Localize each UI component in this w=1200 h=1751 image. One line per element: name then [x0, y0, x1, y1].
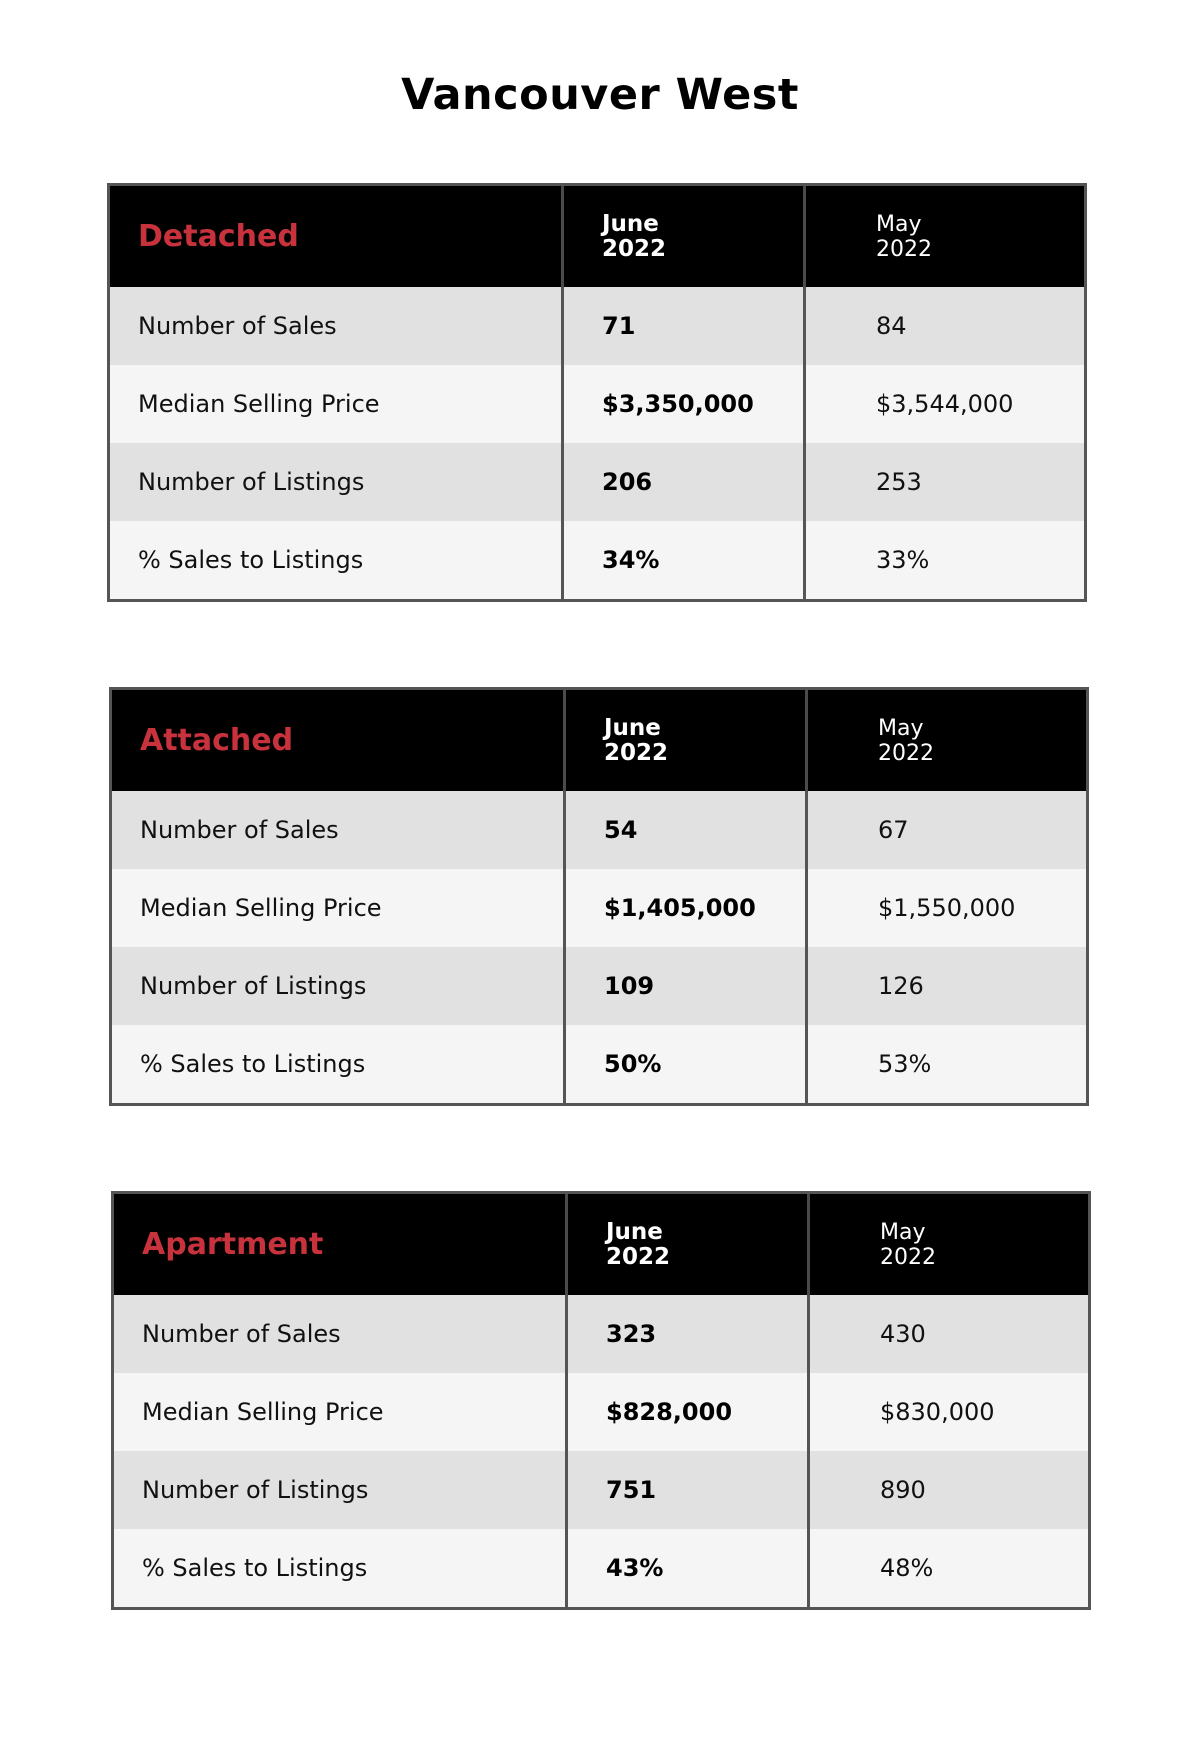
table-row — [112, 791, 1086, 869]
period-month: June — [604, 714, 661, 741]
period-month: May — [876, 211, 922, 237]
table-row — [112, 1025, 1086, 1103]
detached-table — [107, 183, 1087, 602]
category-label: Attached — [140, 723, 294, 758]
previous-period-header — [876, 212, 932, 262]
current-period-header — [604, 716, 668, 766]
period-month: June — [602, 210, 659, 237]
metric-label: Number of Sales — [140, 816, 339, 844]
current-period-header — [606, 1220, 670, 1270]
period-year: 2022 — [606, 1243, 671, 1270]
june-value: 71 — [602, 312, 636, 340]
may-value: 48% — [880, 1554, 934, 1582]
period-month: June — [606, 1218, 663, 1245]
may-value: 84 — [876, 312, 907, 340]
metric-label: Median Selling Price — [138, 390, 380, 418]
period-month: May — [880, 1219, 926, 1245]
table-header-row — [114, 1194, 1088, 1295]
june-value: 109 — [604, 972, 655, 1000]
june-value: 34% — [602, 546, 660, 574]
june-value: 206 — [602, 468, 653, 496]
may-value: 33% — [876, 546, 930, 574]
previous-period-header — [880, 1220, 936, 1270]
june-value: 50% — [604, 1050, 662, 1078]
may-value: 430 — [880, 1320, 926, 1348]
table-row — [114, 1373, 1088, 1451]
table-row — [114, 1529, 1088, 1607]
may-value: 53% — [878, 1050, 932, 1078]
may-value: 253 — [876, 468, 922, 496]
period-year: 2022 — [876, 236, 932, 262]
june-value: 43% — [606, 1554, 664, 1582]
table-row — [112, 947, 1086, 1025]
table-row — [110, 287, 1084, 365]
period-month: May — [878, 715, 924, 741]
apartment-table — [111, 1191, 1091, 1610]
metric-label: Number of Listings — [142, 1476, 369, 1504]
attached-table — [109, 687, 1089, 1106]
metric-label: % Sales to Listings — [140, 1050, 366, 1078]
june-value: $3,350,000 — [602, 390, 754, 418]
metric-label: Median Selling Price — [142, 1398, 384, 1426]
may-value: 67 — [878, 816, 909, 844]
page-title: Vancouver West — [401, 70, 799, 120]
metric-label: Median Selling Price — [140, 894, 382, 922]
category-label: Apartment — [142, 1227, 324, 1262]
table-row — [114, 1295, 1088, 1373]
period-year: 2022 — [880, 1244, 936, 1270]
current-period-header — [602, 212, 666, 262]
june-value: $1,405,000 — [604, 894, 756, 922]
period-year: 2022 — [604, 739, 669, 766]
table-row — [110, 365, 1084, 443]
may-value: $830,000 — [880, 1398, 995, 1426]
metric-label: Number of Sales — [142, 1320, 341, 1348]
category-label: Detached — [138, 219, 299, 254]
metric-label: % Sales to Listings — [138, 546, 364, 574]
table-row — [112, 869, 1086, 947]
period-year: 2022 — [602, 235, 667, 262]
table-header-row — [112, 690, 1086, 791]
metric-label: Number of Sales — [138, 312, 337, 340]
metric-label: % Sales to Listings — [142, 1554, 368, 1582]
previous-period-header — [878, 716, 934, 766]
june-value: 323 — [606, 1320, 657, 1348]
may-value: $1,550,000 — [878, 894, 1016, 922]
table-header-row — [110, 186, 1084, 287]
table-row — [110, 443, 1084, 521]
june-value: 751 — [606, 1476, 657, 1504]
metric-label: Number of Listings — [140, 972, 367, 1000]
june-value: $828,000 — [606, 1398, 733, 1426]
may-value: $3,544,000 — [876, 390, 1014, 418]
may-value: 126 — [878, 972, 924, 1000]
may-value: 890 — [880, 1476, 926, 1504]
june-value: 54 — [604, 816, 638, 844]
metric-label: Number of Listings — [138, 468, 365, 496]
table-row — [110, 521, 1084, 599]
table-row — [114, 1451, 1088, 1529]
period-year: 2022 — [878, 740, 934, 766]
